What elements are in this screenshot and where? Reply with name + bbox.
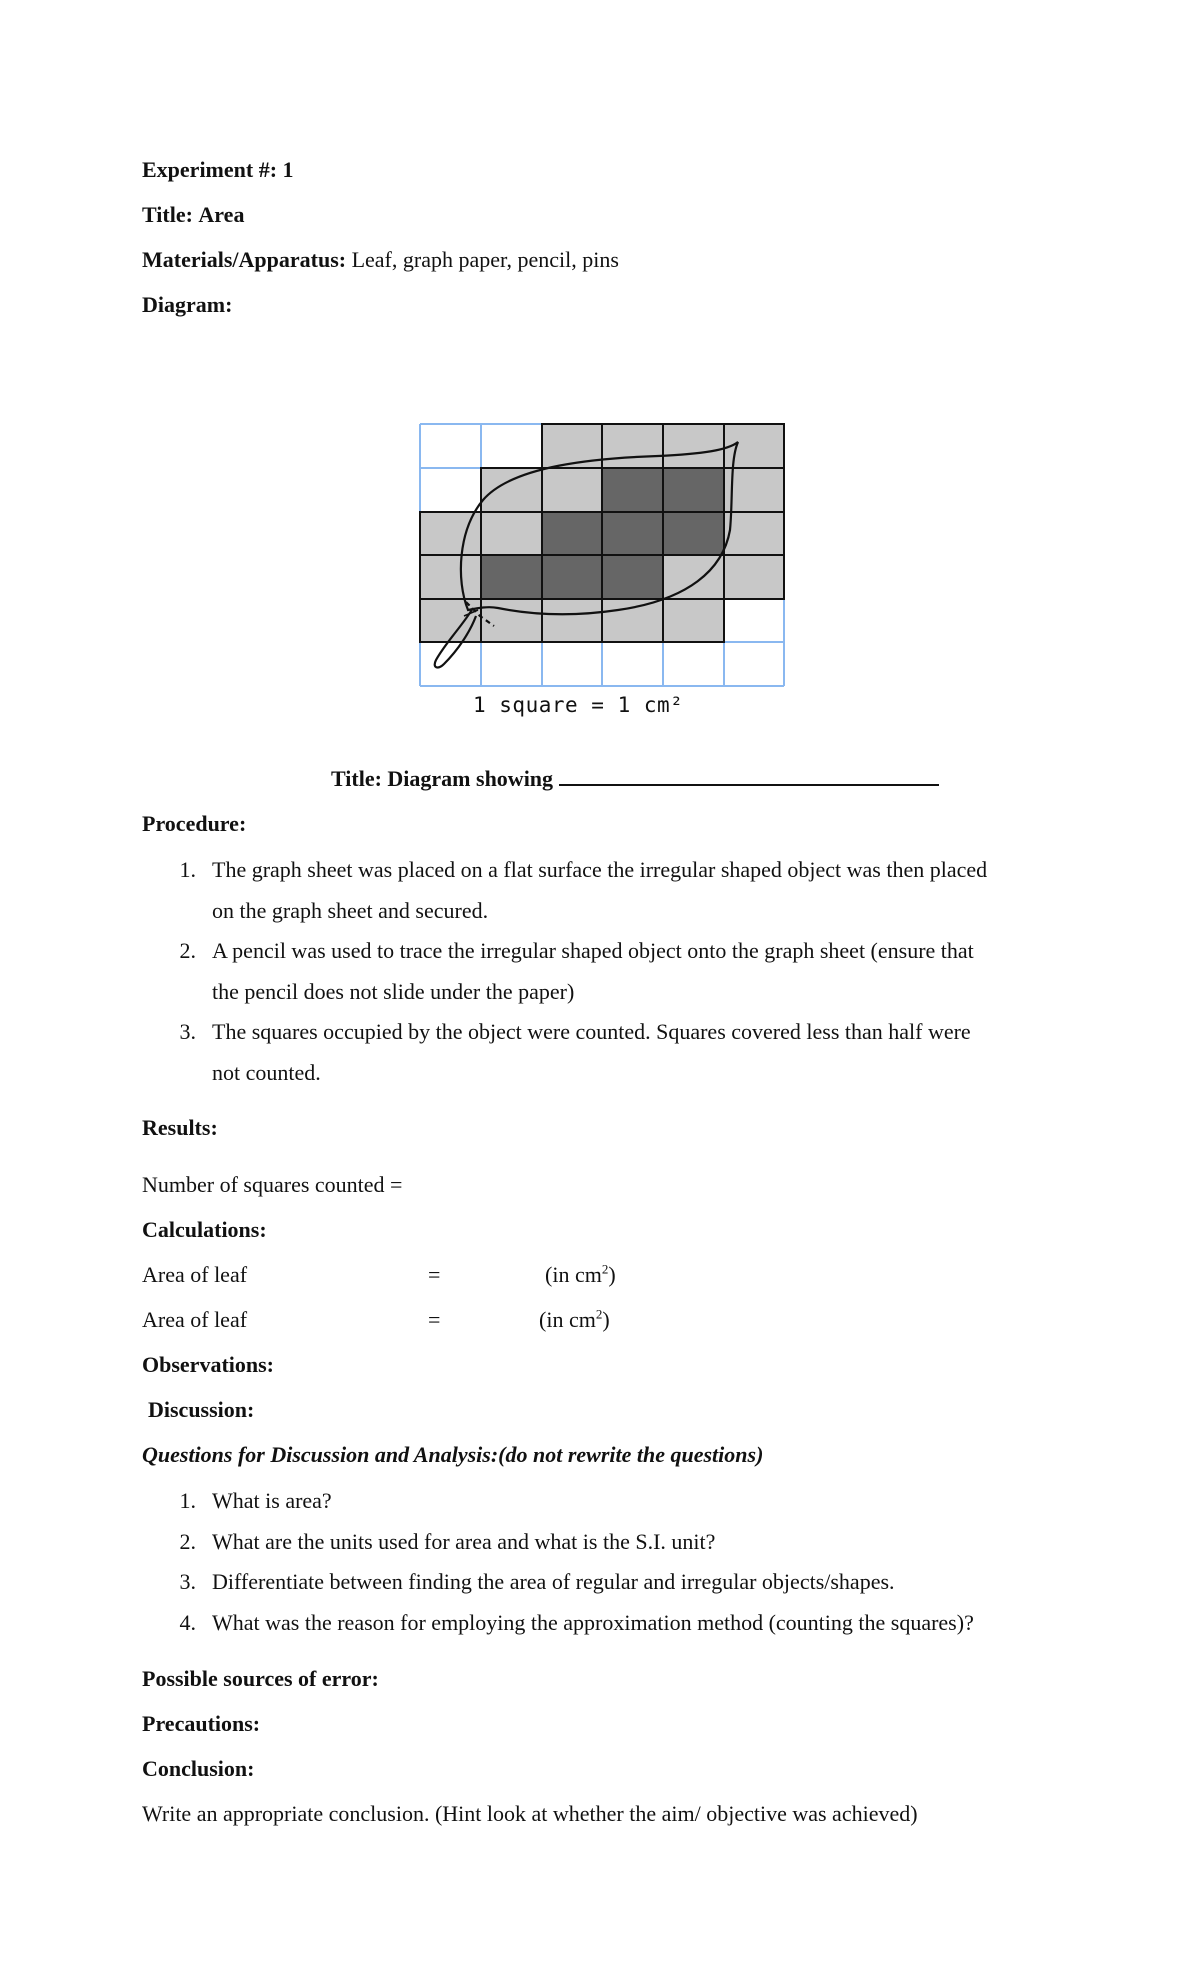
calc-equals: = bbox=[428, 1262, 441, 1287]
question-item: What is area? bbox=[212, 1488, 332, 1513]
calc-unit-exponent: 2 bbox=[595, 1306, 603, 1322]
title-label: Title: bbox=[142, 202, 193, 227]
calculations-heading: Calculations: bbox=[142, 1217, 267, 1242]
procedure-step-2-line1: A pencil was used to trace the irregular shaped object onto the graph sheet (ensure that bbox=[212, 938, 974, 963]
experiment-title bbox=[142, 201, 244, 229]
calc-unit bbox=[545, 1261, 616, 1289]
leaf-graph-diagram bbox=[418, 420, 790, 730]
diagram-title-blank bbox=[559, 764, 939, 786]
precautions-heading: Precautions: bbox=[142, 1711, 261, 1736]
calc-unit-exponent: 2 bbox=[601, 1261, 609, 1277]
calc-unit-close: ) bbox=[608, 1262, 616, 1287]
question-number: 2. bbox=[179, 1529, 196, 1554]
procedure-step-3-line2: not counted. bbox=[212, 1060, 321, 1085]
procedure-heading: Procedure: bbox=[142, 811, 247, 836]
observations-heading: Observations: bbox=[142, 1352, 274, 1377]
calc-unit bbox=[539, 1306, 610, 1334]
experiment-value: 1 bbox=[282, 157, 294, 182]
question-item: Differentiate between finding the area of regular and irregular objects/shapes. bbox=[212, 1569, 895, 1594]
diagram-title bbox=[331, 764, 939, 793]
question-item: What are the units used for area and what is the S.I. unit? bbox=[212, 1529, 716, 1554]
results-heading: Results: bbox=[142, 1115, 218, 1140]
questions-heading: Questions for Discussion and Analysis:(do not rewrite the questions) bbox=[142, 1442, 764, 1467]
procedure-step-1-line1: The graph sheet was placed on a flat surface the irregular shaped object was then placed bbox=[212, 857, 988, 882]
procedure-step-number: 1. bbox=[179, 857, 196, 882]
conclusion-text: Write an appropriate conclusion. (Hint look at whether the aim/ objective was achieved) bbox=[142, 1801, 918, 1826]
calc-label: Area of leaf bbox=[142, 1262, 248, 1287]
experiment-number bbox=[142, 156, 294, 184]
calc-label: Area of leaf bbox=[142, 1307, 248, 1332]
diagram-title-label: Title: Diagram showing bbox=[331, 766, 554, 791]
question-number: 1. bbox=[179, 1488, 196, 1513]
squares-counted: Number of squares counted = bbox=[142, 1172, 403, 1197]
procedure-step-3-line1: The squares occupied by the object were counted. Squares covered less than half were bbox=[212, 1019, 971, 1044]
question-item: What was the reason for employing the approximation method (counting the squares)? bbox=[212, 1610, 974, 1635]
discussion-heading: Discussion: bbox=[148, 1397, 255, 1422]
materials bbox=[142, 246, 619, 274]
procedure-step-1-line2: on the graph sheet and secured. bbox=[212, 898, 489, 923]
diagram-scale-caption: 1 square = 1 cm² bbox=[473, 693, 684, 717]
calc-unit-text: (in cm bbox=[539, 1307, 596, 1332]
conclusion-heading: Conclusion: bbox=[142, 1756, 255, 1781]
question-number: 3. bbox=[179, 1569, 196, 1594]
sources-of-error-heading: Possible sources of error: bbox=[142, 1666, 379, 1691]
materials-value: Leaf, graph paper, pencil, pins bbox=[351, 247, 619, 272]
materials-label: Materials/Apparatus: bbox=[142, 247, 347, 272]
procedure-step-number: 3. bbox=[179, 1019, 196, 1044]
experiment-label: Experiment #: bbox=[142, 157, 278, 182]
diagram-heading: Diagram: bbox=[142, 292, 233, 317]
question-number: 4. bbox=[179, 1610, 196, 1635]
calc-equals: = bbox=[428, 1307, 441, 1332]
calc-unit-close: ) bbox=[602, 1307, 610, 1332]
title-value: Area bbox=[198, 202, 245, 227]
procedure-step-2-line2: the pencil does not slide under the paper) bbox=[212, 979, 575, 1004]
calc-unit-text: (in cm bbox=[545, 1262, 602, 1287]
procedure-step-number: 2. bbox=[179, 938, 196, 963]
